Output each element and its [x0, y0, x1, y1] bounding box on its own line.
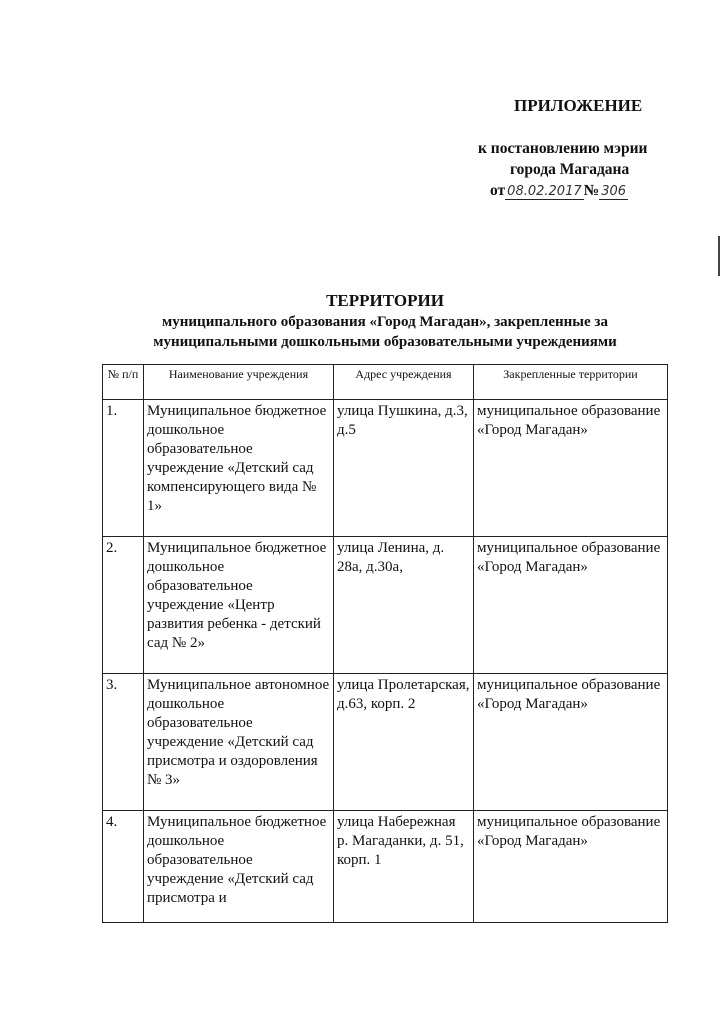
institution-address: улица Ленина, д. 28а, д.30а, — [334, 537, 474, 674]
assigned-territory: муниципальное образование «Город Магадан» — [474, 811, 668, 923]
institution-address: улица Набережная р. Магаданки, д. 51, корп. 1 — [334, 811, 474, 923]
table-row — [103, 674, 668, 811]
resolution-line-1: к постановлению мэрии — [478, 140, 648, 157]
assigned-territory: муниципальное образование «Город Магадан» — [474, 400, 668, 537]
institution-address: улица Пушкина, д.3, д.5 — [334, 400, 474, 537]
table-header-row — [103, 365, 668, 400]
row-number: 3. — [103, 674, 144, 811]
institution-name: Муниципальное автономное дошкольное образовательное учреждение «Детский сад присмотра и оздоровления № 3» — [144, 674, 334, 811]
handwritten-date: 08.02.2017 — [507, 184, 582, 199]
header-territory: Закрепленные территории — [474, 365, 668, 400]
assigned-territory: муниципальное образование «Город Магадан» — [474, 537, 668, 674]
row-number: 2. — [103, 537, 144, 674]
resolution-line-2: города Магадана — [510, 161, 630, 178]
header-name: Наименование учреждения — [144, 365, 334, 400]
row-number: 1. — [103, 400, 144, 537]
title-line-3: муниципальными дошкольными образовательными учреждениями — [153, 334, 617, 350]
document-title — [100, 290, 670, 352]
from-label: от — [490, 182, 506, 199]
resolution-date-number — [478, 180, 678, 202]
header-address: Адрес учреждения — [334, 365, 474, 400]
scan-edge-mark — [718, 236, 720, 276]
assigned-territory: муниципальное образование «Город Магадан» — [474, 674, 668, 811]
territories-table — [102, 364, 668, 923]
institution-name: Муниципальное бюджетное дошкольное образовательное учреждение «Детский сад присмотра и — [144, 811, 334, 923]
appendix-heading: ПРИЛОЖЕНИЕ — [514, 96, 643, 115]
table-row — [103, 537, 668, 674]
header-number: № п/п — [103, 365, 144, 400]
institution-address: улица Пролетарская, д.63, корп. 2 — [334, 674, 474, 811]
institution-name: Муниципальное бюджетное дошкольное образовательное учреждение «Центр развития ребенка - детский сад № 2» — [144, 537, 334, 674]
resolution-reference — [478, 138, 678, 202]
table-row — [103, 400, 668, 537]
title-main: ТЕРРИТОРИИ — [326, 291, 444, 310]
title-line-2: муниципального образования «Город Магадан», закрепленные за — [162, 314, 608, 330]
number-label: № — [583, 182, 600, 199]
institution-name: Муниципальное бюджетное дошкольное образовательное учреждение «Детский сад компенсирующего вида № 1» — [144, 400, 334, 537]
table-row — [103, 811, 668, 923]
row-number: 4. — [103, 811, 144, 923]
handwritten-number: 306 — [601, 184, 627, 199]
